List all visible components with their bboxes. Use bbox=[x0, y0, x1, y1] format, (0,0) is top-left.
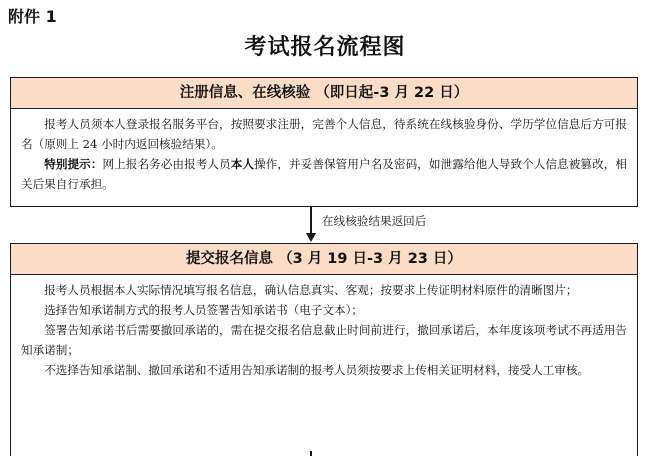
step-register-verify-box bbox=[10, 77, 638, 207]
submit-instructions-3: 签署告知承诺书后需要撤回承诺的，需在提交报名信息截止时间前进行，撤回承诺后，本年度该项考试不再适用告知承诺制； bbox=[21, 323, 627, 357]
step-submit-info-heading: 提交报名信息 （3 月 19 日-3 月 23 日） bbox=[11, 244, 637, 275]
flow-connector-label: 在线核验结果返回后 bbox=[322, 214, 427, 228]
page-title: 考试报名流程图 bbox=[244, 35, 406, 60]
step-submit-info-body bbox=[11, 275, 637, 384]
flow-connector-line-continued bbox=[310, 451, 312, 456]
submit-instructions-1: 报考人员根据本人实际情况填写报名信息，确认信息真实、客观；按要求上传证明材料原件的清晰图片； bbox=[44, 283, 578, 297]
special-notice bbox=[21, 154, 627, 194]
submit-instructions-2: 选择告知承诺制方式的报考人员签署告知承诺书（电子文本）； bbox=[44, 303, 364, 317]
step-submit-info-box bbox=[10, 243, 638, 456]
special-notice-label: 特别提示： bbox=[44, 157, 103, 171]
submit-instructions-4: 不选择告知承诺制、撤回承诺和不适用告知承诺制的报考人员须按要求上传相关证明材料，接受人工审核。 bbox=[44, 363, 590, 377]
step-register-verify-body bbox=[11, 109, 637, 198]
step-register-verify-heading: 注册信息、在线核验 （即日起-3 月 22 日） bbox=[11, 78, 637, 109]
special-notice-emphasis: 本人 bbox=[230, 157, 255, 171]
register-instructions: 报考人员须本人登录报名服务平台，按照要求注册，完善个人信息，待系统在线核验身份、学历学位信息后方可报名（原则上 24 小时内返回核验结果）。 bbox=[21, 117, 627, 151]
special-notice-text-1: 网上报名务必由报考人员 bbox=[102, 157, 231, 171]
arrow-down-icon bbox=[306, 233, 316, 242]
attachment-label: 附件 1 bbox=[8, 7, 57, 26]
special-notice-text-2: 操作，并妥善保管用户名及密码，如泄露给他人导致个人信息被篡改，相关后果自行承担。 bbox=[21, 157, 627, 191]
